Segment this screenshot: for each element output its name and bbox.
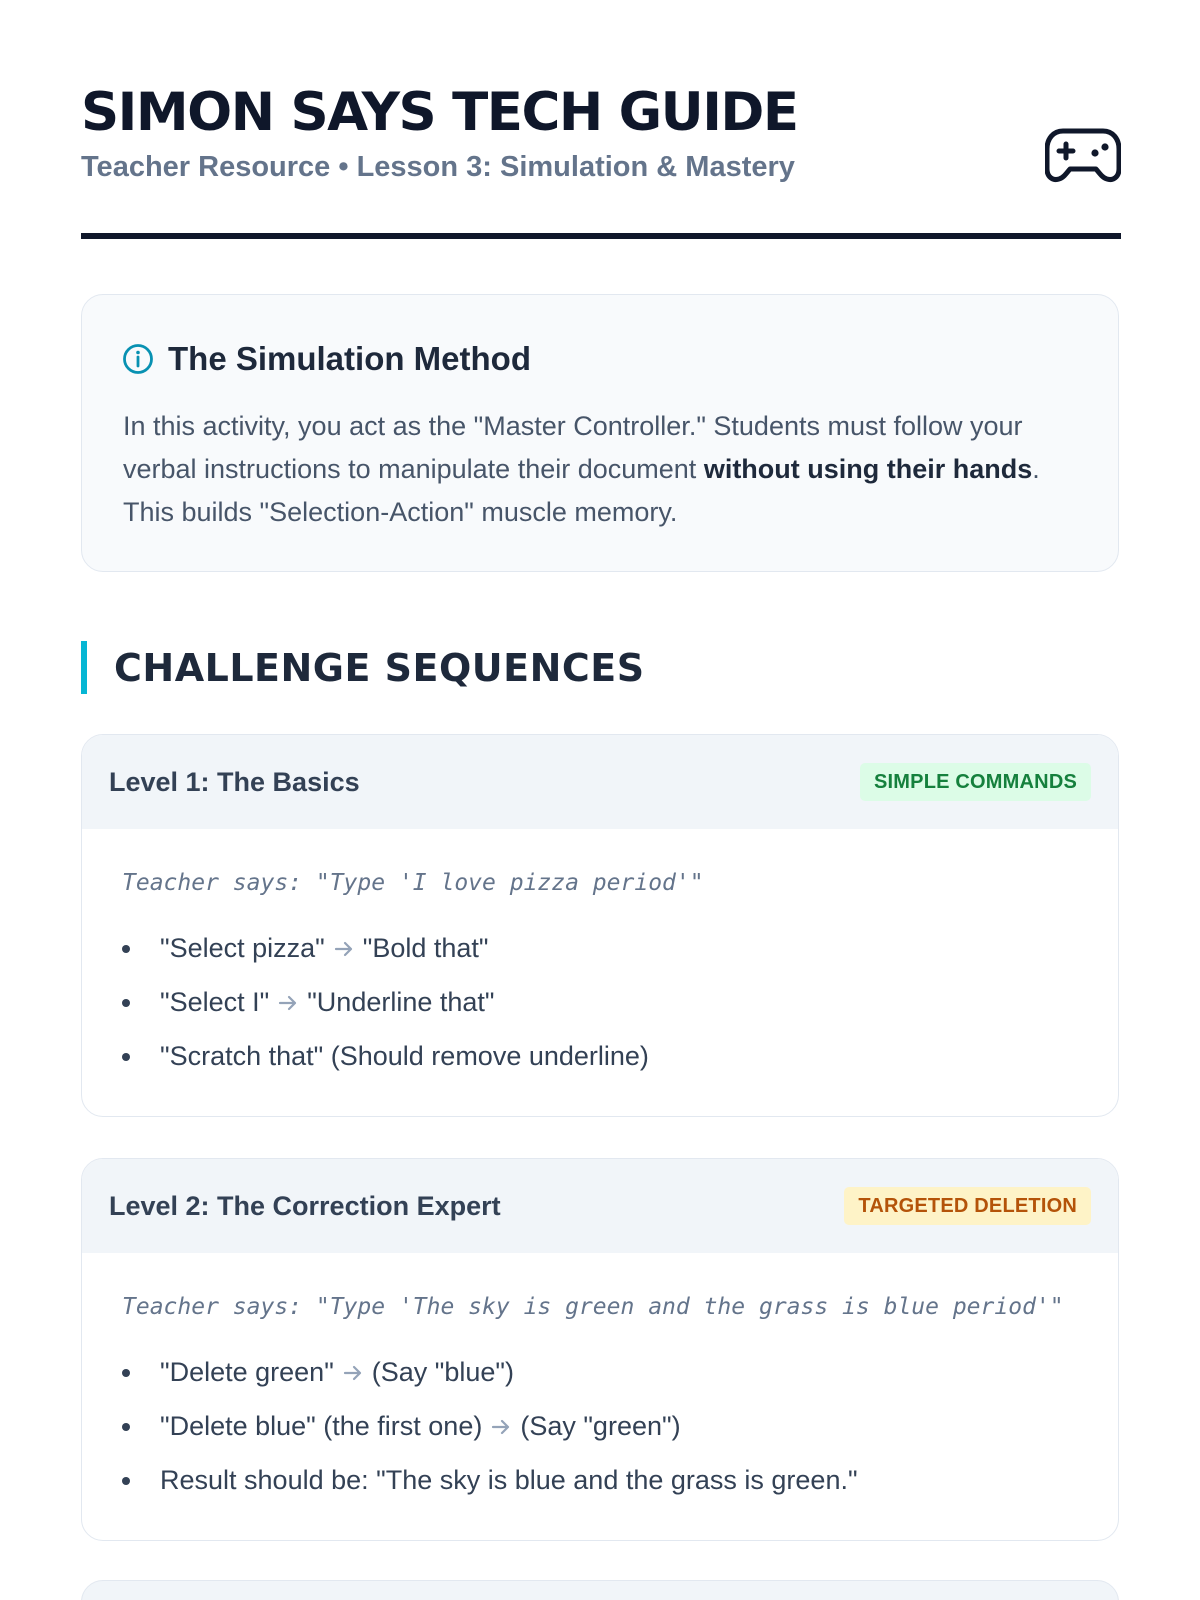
- command-text: "Select pizza": [160, 933, 325, 963]
- command-item: [122, 1399, 1078, 1453]
- bullet-icon: [122, 1423, 130, 1431]
- gamepad-icon: [1045, 125, 1121, 185]
- level-card-header: [82, 1159, 1118, 1253]
- arrow-right-icon: [490, 1418, 512, 1436]
- command-result: "Bold that": [362, 933, 489, 963]
- level-card: [81, 734, 1119, 1117]
- level-title: Level 1: The Basics: [109, 767, 360, 797]
- command-item: [122, 921, 1078, 975]
- command-text: "Delete green": [160, 1357, 334, 1387]
- bullet-icon: [122, 999, 130, 1007]
- arrow-right-icon: [342, 1364, 364, 1382]
- section-title: CHALLENGE SEQUENCES: [114, 646, 645, 690]
- bullet-icon: [122, 1369, 130, 1377]
- info-header: [122, 339, 531, 379]
- command-text: "Scratch that" (Should remove underline): [160, 1041, 649, 1071]
- section-accent-bar: [81, 641, 87, 694]
- info-text-part: . This builds "Selection-Action" muscle memory.: [123, 454, 1040, 527]
- level-card-body: [82, 1253, 1118, 1507]
- command-item: [122, 975, 1078, 1029]
- header-divider: [81, 233, 1121, 239]
- info-box: [81, 294, 1119, 572]
- teacher-says: Teacher says: "Type 'I love pizza period'": [122, 870, 704, 896]
- header: [81, 80, 1121, 240]
- page-subtitle: Teacher Resource • Lesson 3: Simulation & Mastery: [81, 151, 795, 183]
- info-title: The Simulation Method: [168, 340, 531, 377]
- command-result: (Say "green"): [520, 1411, 681, 1441]
- command-list: [122, 921, 1078, 1083]
- bullet-icon: [122, 1477, 130, 1485]
- level-card-partial: [81, 1580, 1119, 1600]
- info-icon: [122, 343, 154, 375]
- arrow-right-icon: [277, 994, 299, 1012]
- arrow-right-icon: [333, 940, 355, 958]
- command-text: "Select I": [160, 987, 270, 1017]
- bullet-icon: [122, 1053, 130, 1061]
- command-item: [122, 1345, 1078, 1399]
- info-text: [123, 405, 1083, 534]
- page-title: SIMON SAYS TECH GUIDE: [81, 82, 798, 143]
- level-card: [81, 1158, 1119, 1541]
- level-badge: TARGETED DELETION: [844, 1187, 1091, 1225]
- teacher-says: Teacher says: "Type 'The sky is green and the grass is blue period'": [122, 1294, 1064, 1320]
- level-badge: SIMPLE COMMANDS: [860, 763, 1091, 801]
- command-item: [122, 1453, 1078, 1507]
- info-text-emphasis: without using their hands: [703, 454, 1033, 484]
- bullet-icon: [122, 945, 130, 953]
- command-result: (Say "blue"): [371, 1357, 515, 1387]
- level-card-header: [82, 735, 1118, 829]
- command-result: "Underline that": [307, 987, 495, 1017]
- command-list: [122, 1345, 1078, 1507]
- level-title: Level 2: The Correction Expert: [109, 1191, 501, 1221]
- level-card-body: [82, 829, 1118, 1083]
- command-text: Result should be: "The sky is blue and the grass is green.": [160, 1465, 858, 1495]
- command-item: [122, 1029, 1078, 1083]
- command-text: "Delete blue" (the first one): [160, 1411, 483, 1441]
- info-text-part: In this activity, you act as the "Master Controller." Students must follow your verbal instructions to manipulate their document: [123, 411, 1023, 484]
